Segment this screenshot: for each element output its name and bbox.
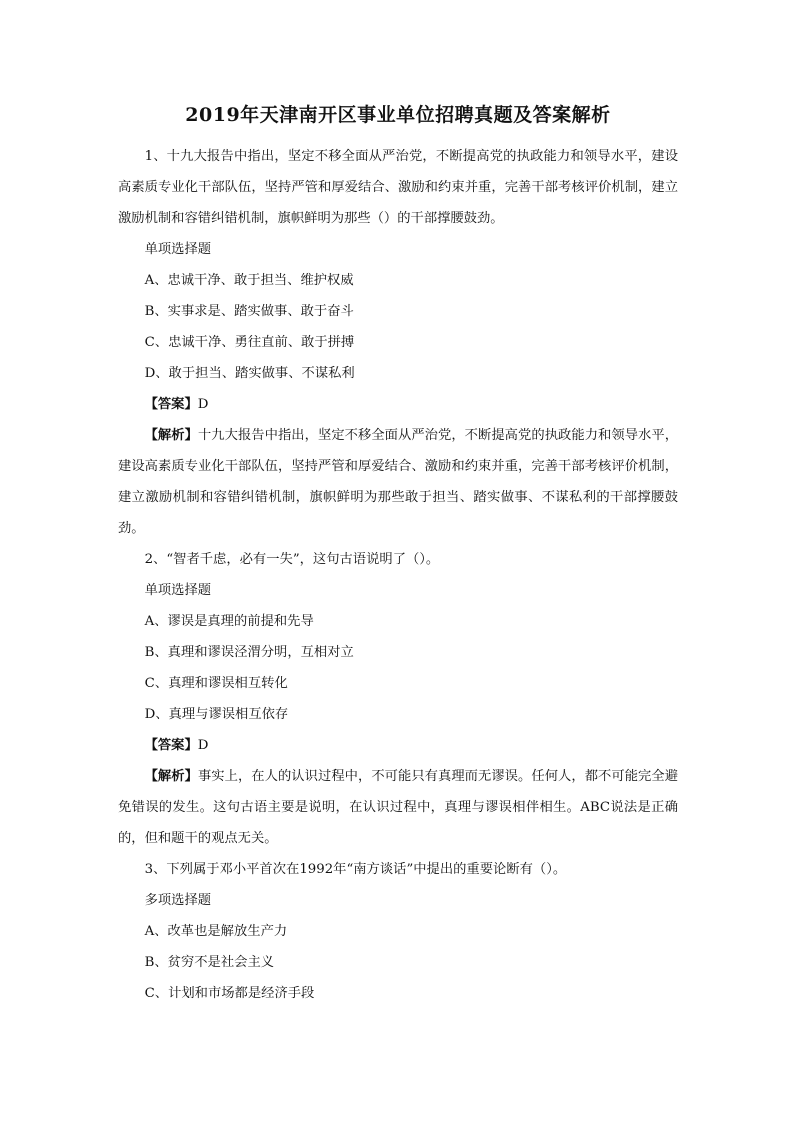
document-page bbox=[118, 100, 678, 1009]
analysis-label: 【解析】 bbox=[144, 769, 198, 784]
question-2-stem: 2、“智者千虑，必有一失”，这句古语说明了（）。 bbox=[144, 552, 440, 567]
question-1-analysis bbox=[118, 420, 678, 544]
question-1-option-a: A、忠诚干净、敢于担当、维护权威 bbox=[144, 273, 354, 288]
answer-value: D bbox=[197, 397, 209, 412]
analysis-text: 事实上，在人的认识过程中，不可能只有真理而无谬误。任何人，都不可能完全避免错误的发生。这句古语主要是说明，在认识过程中，真理与谬误相伴相生。ABC说法是正确的，但和题干的观点无关。 bbox=[118, 769, 679, 846]
question-2-option-a: A、谬误是真理的前提和先导 bbox=[144, 614, 314, 629]
question-2-option-c: C、真理和谬误相互转化 bbox=[144, 676, 288, 691]
answer-label: 【答案】 bbox=[144, 738, 198, 753]
question-1-stem: 1、十九大报告中指出，坚定不移全面从严治党，不断提高党的执政能力和领导水平，建设高素质专业化干部队伍，坚持严管和厚爱结合、激励和约束并重，完善干部考核评价机制，建立激励机制和容错纠错机制，旗帜鲜明为那些（）的干部撑腰鼓劲。 bbox=[118, 149, 678, 226]
question-3-option-a: A、改革也是解放生产力 bbox=[144, 924, 288, 939]
question-1-type: 单项选择题 bbox=[144, 242, 212, 257]
question-1-answer bbox=[118, 389, 678, 420]
question-3-option-b: B、贫穷不是社会主义 bbox=[144, 955, 275, 970]
answer-value: D bbox=[197, 738, 209, 753]
question-3-type: 多项选择题 bbox=[144, 893, 212, 908]
question-1-option-b: B、实事求是、踏实做事、敢于奋斗 bbox=[144, 304, 354, 319]
question-1-option-c: C、忠诚干净、勇往直前、敢于拼搏 bbox=[144, 335, 355, 350]
question-2-analysis bbox=[118, 761, 678, 854]
question-1-option-d: D、敢于担当、踏实做事、不谋私利 bbox=[144, 366, 355, 381]
question-2-answer bbox=[118, 730, 678, 761]
question-2-type: 单项选择题 bbox=[144, 583, 212, 598]
question-2-option-d: D、真理与谬误相互依存 bbox=[144, 707, 289, 722]
answer-label: 【答案】 bbox=[144, 397, 198, 412]
question-3-option-c: C、计划和市场都是经济手段 bbox=[144, 986, 315, 1001]
question-2-option-b: B、真理和谬误泾渭分明，互相对立 bbox=[144, 645, 354, 660]
question-3-stem: 3、下列属于邓小平首次在1992年“南方谈话”中提出的重要论断有（）。 bbox=[144, 862, 567, 877]
analysis-text: 十九大报告中指出，坚定不移全面从严治党，不断提高党的执政能力和领导水平，建设高素质专业化干部队伍，坚持严管和厚爱结合、激励和约束并重，完善干部考核评价机制，建立激励机制和容错纠错机制，旗帜鲜明为那些敢于担当、踏实做事、不谋私利的干部撑腰鼓劲。 bbox=[118, 428, 679, 536]
document-title: 2019年天津南开区事业单位招聘真题及答案解析 bbox=[185, 104, 611, 126]
analysis-label: 【解析】 bbox=[144, 428, 198, 443]
